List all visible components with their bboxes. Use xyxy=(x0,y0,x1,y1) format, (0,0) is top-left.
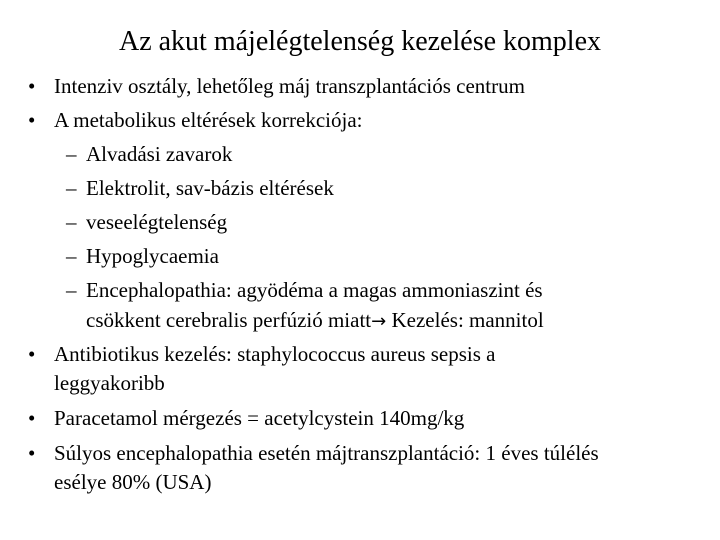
dash-marker: – xyxy=(66,244,77,268)
bullet-marker: • xyxy=(28,441,36,465)
subitem-text-mannitol: Kezelés: mannitol xyxy=(386,308,544,332)
subitem-text-hypoglycaemia: Hypoglycaemia xyxy=(86,244,219,268)
bullet-text-antibiotic: Antibiotikus kezelés: staphylococcus aureus sepsis a xyxy=(54,342,496,366)
subitem-text-encephalopathy: Encephalopathia: agyödéma a magas ammoniaszint és xyxy=(86,278,543,302)
bullet-text-paracetamol: Paracetamol mérgezés = acetylcystein 140mg/kg xyxy=(54,406,465,430)
dash-marker: – xyxy=(66,278,77,302)
subitem-text-encephalopathy-cont xyxy=(86,307,544,335)
dash-marker: – xyxy=(66,176,77,200)
dash-marker: – xyxy=(66,210,77,234)
slide-title: Az akut májelégtelenség kezelése komplex xyxy=(118,26,601,57)
subitem-text-perfusion: csökkent cerebralis perfúzió miatt xyxy=(86,308,372,332)
subitem-text-renal: veseelégtelenség xyxy=(86,210,228,234)
bullet-marker: • xyxy=(28,342,36,366)
bullet-text-icu: Intenziv osztály, lehetőleg máj transzplantációs centrum xyxy=(54,74,525,98)
bullet-marker: • xyxy=(28,406,36,430)
arrow-right-icon: → xyxy=(371,311,387,332)
subitem-text-coagulation: Alvadási zavarok xyxy=(86,142,233,166)
bullet-marker: • xyxy=(28,108,36,132)
bullet-marker: • xyxy=(28,74,36,98)
subitem-text-electrolyte: Elektrolit, sav-bázis eltérések xyxy=(86,176,334,200)
dash-marker: – xyxy=(66,142,77,166)
bullet-text-metabolic: A metabolikus eltérések korrekciója: xyxy=(54,108,363,132)
bullet-text-antibiotic-cont: leggyakoribb xyxy=(54,371,165,395)
bullet-text-transplant-cont: esélye 80% (USA) xyxy=(54,470,212,494)
bullet-text-transplant: Súlyos encephalopathia esetén májtranszplantáció: 1 éves túlélés xyxy=(54,441,599,465)
